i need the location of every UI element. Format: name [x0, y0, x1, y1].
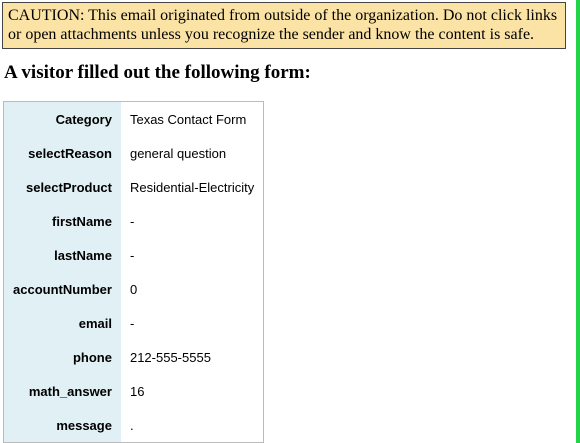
field-value-email: - — [121, 306, 264, 340]
table-row — [4, 272, 264, 306]
field-label-first-name: firstName — [4, 204, 121, 238]
window-edge-accent-bar — [576, 0, 580, 443]
field-label-message: message — [4, 408, 121, 443]
field-label-email: email — [4, 306, 121, 340]
field-value-last-name: - — [121, 238, 264, 272]
field-value-first-name: - — [121, 204, 264, 238]
table-row — [4, 408, 264, 443]
field-value-message: . — [121, 408, 264, 443]
field-label-select-product: selectProduct — [4, 170, 121, 204]
field-value-phone: 212-555-5555 — [121, 340, 264, 374]
table-row — [4, 340, 264, 374]
table-row — [4, 170, 264, 204]
field-value-account-number: 0 — [121, 272, 264, 306]
form-heading: A visitor filled out the following form: — [4, 62, 311, 83]
table-row — [4, 204, 264, 238]
field-value-category: Texas Contact Form — [121, 102, 264, 137]
caution-banner: CAUTION: This email originated from outside of the organization. Do not click links or open attachments unless you recognize the sender and know the content is safe. — [2, 2, 566, 49]
field-label-math-answer: math_answer — [4, 374, 121, 408]
field-label-phone: phone — [4, 340, 121, 374]
field-label-account-number: accountNumber — [4, 272, 121, 306]
table-row — [4, 306, 264, 340]
table-row — [4, 136, 264, 170]
field-label-last-name: lastName — [4, 238, 121, 272]
field-label-category: Category — [4, 102, 121, 137]
table-row — [4, 374, 264, 408]
table-row — [4, 238, 264, 272]
table-row — [4, 102, 264, 137]
field-label-select-reason: selectReason — [4, 136, 121, 170]
field-value-select-product: Residential-Electricity — [121, 170, 264, 204]
form-submission-table — [3, 101, 264, 443]
field-value-math-answer: 16 — [121, 374, 264, 408]
field-value-select-reason: general question — [121, 136, 264, 170]
